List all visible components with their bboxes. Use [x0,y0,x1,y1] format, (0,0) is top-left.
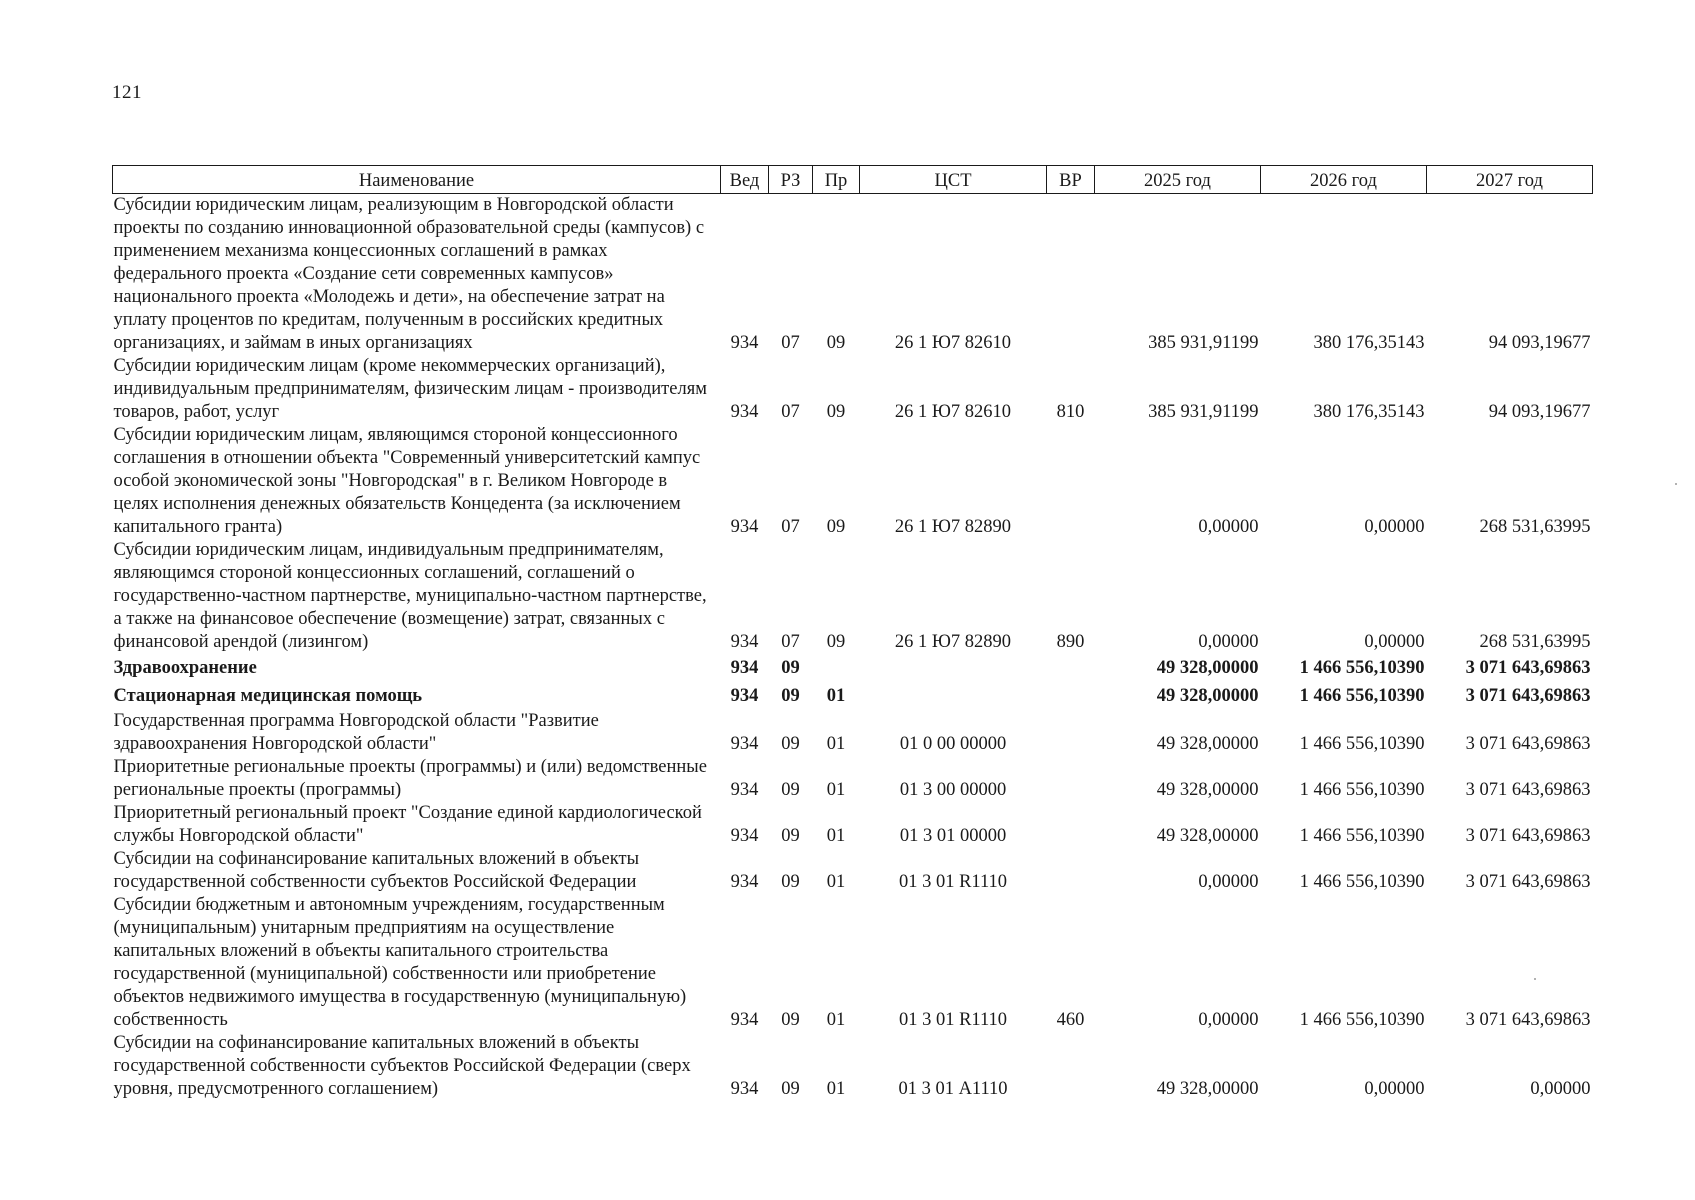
cell-ved: 934 [730,517,759,537]
cell-cst: 01 3 01 R1110 [898,872,1008,892]
header-2026: 2026 год [1261,166,1427,194]
cell-pr: 01 [826,872,846,892]
table-body [113,194,1593,1102]
cell-pr: 09 [826,402,846,422]
cell-rz: 07 [781,402,800,422]
cell-2026: 1 466 556,10390 [1299,686,1425,706]
cell-cst: 01 3 00 00000 [899,780,1007,800]
cell-2027: 3 071 643,69863 [1465,872,1591,892]
cell-2025: 49 328,00000 [1156,734,1259,754]
cell-ved: 934 [730,686,759,706]
cell-pr: 01 [826,1010,846,1030]
header-row [113,166,1593,194]
table-row [113,802,1593,848]
cell-2025: 0,00000 [1198,517,1259,537]
cell-vr [1047,802,1095,848]
cell-name: Стационарная медицинская помощь [113,686,423,706]
header-pr: Пр [813,166,860,194]
cell-name: Приоритетный региональный проект "Создание единой кардиологической службы Новгородской области" [113,803,702,846]
cell-ved: 934 [730,658,759,678]
cell-2027: 3 071 643,69863 [1465,734,1591,754]
cell-2025: 385 931,91199 [1148,402,1259,422]
cell-name: Государственная программа Новгородской области "Развитие здравоохранения Новгородской области" [113,711,599,754]
cell-cst: 26 1 Ю7 82610 [894,333,1012,353]
cell-2025: 0,00000 [1198,872,1259,892]
table-header [113,166,1593,194]
table-row [113,710,1593,756]
budget-table-container [112,165,1592,1101]
cell-vr: 460 [1056,1010,1085,1030]
header-2025: 2025 год [1095,166,1261,194]
cell-pr: 01 [826,780,846,800]
cell-2027: 268 531,63995 [1479,632,1591,652]
cell-ved: 934 [730,734,759,754]
cell-ved: 934 [730,333,759,353]
cell-pr [813,654,860,682]
cell-vr [1047,654,1095,682]
table-row [113,1032,1593,1101]
table-row [113,756,1593,802]
cell-2026: 380 176,35143 [1313,402,1425,422]
header-cst: ЦСТ [860,166,1047,194]
header-vr: ВР [1047,166,1095,194]
cell-vr [1047,710,1095,756]
cell-2026: 1 466 556,10390 [1299,826,1425,846]
budget-table [112,165,1593,1101]
cell-vr [1047,682,1095,710]
cell-rz: 09 [781,686,800,706]
cell-cst [860,654,1047,682]
table-row [113,355,1593,424]
cell-name: Субсидии бюджетным и автономным учреждениям, государственным (муниципальным) унитарным предприятиям на осуществление капитальных вложений в объекты капитального строительства государственной (муниципальной) собственности или приобретение объектов недвижимого имущества в государственную (муниципальную) собственность [113,895,687,1030]
cell-cst: 01 3 01 А1110 [898,1079,1008,1099]
cell-2027: 3 071 643,69863 [1465,686,1591,706]
cell-name: Приоритетные региональные проекты (программы) и (или) ведомственные региональные проекты (программы) [113,757,707,800]
cell-2027: 94 093,19677 [1488,402,1591,422]
cell-2025: 49 328,00000 [1156,686,1259,706]
cell-cst: 01 3 01 00000 [899,826,1007,846]
cell-2025: 49 328,00000 [1156,658,1259,678]
cell-rz: 09 [781,1079,800,1099]
cell-ved: 934 [730,872,759,892]
cell-2027: 3 071 643,69863 [1465,780,1591,800]
cell-cst: 26 1 Ю7 82890 [894,632,1012,652]
header-rz: РЗ [769,166,813,194]
cell-ved: 934 [730,1079,759,1099]
cell-ved: 934 [730,1010,759,1030]
cell-rz: 07 [781,517,800,537]
cell-rz: 09 [781,872,800,892]
cell-pr: 01 [826,826,846,846]
cell-vr [1047,1032,1095,1101]
cell-name: Субсидии юридическим лицам (кроме некоммерческих организаций), индивидуальным предпринимателям, физическим лицам - производителям товаров, работ, услуг [113,356,707,422]
cell-2026: 1 466 556,10390 [1299,872,1425,892]
scan-speck [1675,483,1677,485]
cell-rz: 09 [781,734,800,754]
cell-vr [1047,194,1095,356]
cell-2026: 380 176,35143 [1313,333,1425,353]
cell-pr: 09 [826,632,846,652]
cell-vr [1047,424,1095,539]
cell-ved: 934 [730,402,759,422]
cell-cst: 01 3 01 R1110 [898,1010,1008,1030]
cell-rz: 09 [781,1010,800,1030]
cell-pr: 09 [826,517,846,537]
cell-cst: 01 0 00 00000 [899,734,1007,754]
table-row [113,848,1593,894]
cell-cst: 26 1 Ю7 82890 [894,517,1012,537]
cell-2025: 0,00000 [1198,632,1259,652]
cell-pr: 09 [826,333,846,353]
cell-name: Здравоохранение [113,658,257,678]
cell-2027: 94 093,19677 [1488,333,1591,353]
cell-2026: 1 466 556,10390 [1299,734,1425,754]
cell-vr: 890 [1056,632,1085,652]
cell-2026: 0,00000 [1364,517,1425,537]
table-row [113,194,1593,356]
cell-2026: 1 466 556,10390 [1299,780,1425,800]
cell-vr [1047,756,1095,802]
table-row [113,894,1593,1032]
table-row [113,682,1593,710]
cell-name: Субсидии на софинансирование капитальных вложений в объекты государственной собственности субъектов Российской Федерации [113,849,640,892]
table-row [113,424,1593,539]
cell-vr [1047,848,1095,894]
cell-cst [860,682,1047,710]
cell-2027: 0,00000 [1530,1079,1591,1099]
cell-rz: 09 [781,826,800,846]
table-row [113,539,1593,654]
cell-pr: 01 [826,734,846,754]
cell-cst: 26 1 Ю7 82610 [894,402,1012,422]
cell-2026: 0,00000 [1364,632,1425,652]
cell-name: Субсидии юридическим лицам, являющимся стороной концессионного соглашения в отношении объекта "Современный университетский кампус особой экономической зоны "Новгородская" в г. Великом Новгороде в целях исполнения денежных обязательств Концедента (за исключением капитального гранта) [113,425,701,537]
table-row [113,654,1593,682]
cell-name: Субсидии на софинансирование капитальных вложений в объекты государственной собственности субъектов Российской Федерации (сверх уровня, предусмотренного соглашением) [113,1033,691,1099]
scan-speck [1534,978,1536,980]
cell-name: Субсидии юридическим лицам, реализующим в Новгородской области проекты по созданию инновационной образовательной среды (кампусов) с применением механизма концессионных соглашений в рамках федерального проекта «Создание сети современных кампусов» национального проекта «Молодежь и дети», на обеспечение затрат на уплату процентов по кредитам, полученным в российских кредитных организациях, и займам в иных организациях [113,195,705,353]
cell-2025: 49 328,00000 [1156,780,1259,800]
cell-ved: 934 [730,780,759,800]
cell-rz: 09 [781,658,800,678]
cell-2025: 49 328,00000 [1156,1079,1259,1099]
cell-rz: 07 [781,632,800,652]
cell-2025: 385 931,91199 [1148,333,1259,353]
cell-2026: 1 466 556,10390 [1299,1010,1425,1030]
page-number: 121 [112,82,142,103]
cell-2027: 3 071 643,69863 [1465,658,1591,678]
cell-2025: 49 328,00000 [1156,826,1259,846]
cell-2027: 3 071 643,69863 [1465,1010,1591,1030]
header-2027: 2027 год [1427,166,1593,194]
cell-2027: 3 071 643,69863 [1465,826,1591,846]
cell-pr: 01 [826,686,846,706]
cell-ved: 934 [730,632,759,652]
header-name: Наименование [113,166,721,194]
cell-rz: 07 [781,333,800,353]
cell-2025: 0,00000 [1198,1010,1259,1030]
cell-rz: 09 [781,780,800,800]
cell-pr: 01 [826,1079,846,1099]
cell-ved: 934 [730,826,759,846]
cell-2026: 0,00000 [1364,1079,1425,1099]
cell-vr: 810 [1056,402,1085,422]
cell-2027: 268 531,63995 [1479,517,1591,537]
cell-name: Субсидии юридическим лицам, индивидуальным предпринимателям, являющимся стороной концессионных соглашений, соглашений о государственно-частном партнерстве, муниципально-частном партнерстве, а также на финансовое обеспечение (возмещение) затрат, связанных с финансовой арендой (лизингом) [113,540,707,652]
header-ved: Вед [721,166,769,194]
cell-2026: 1 466 556,10390 [1299,658,1425,678]
